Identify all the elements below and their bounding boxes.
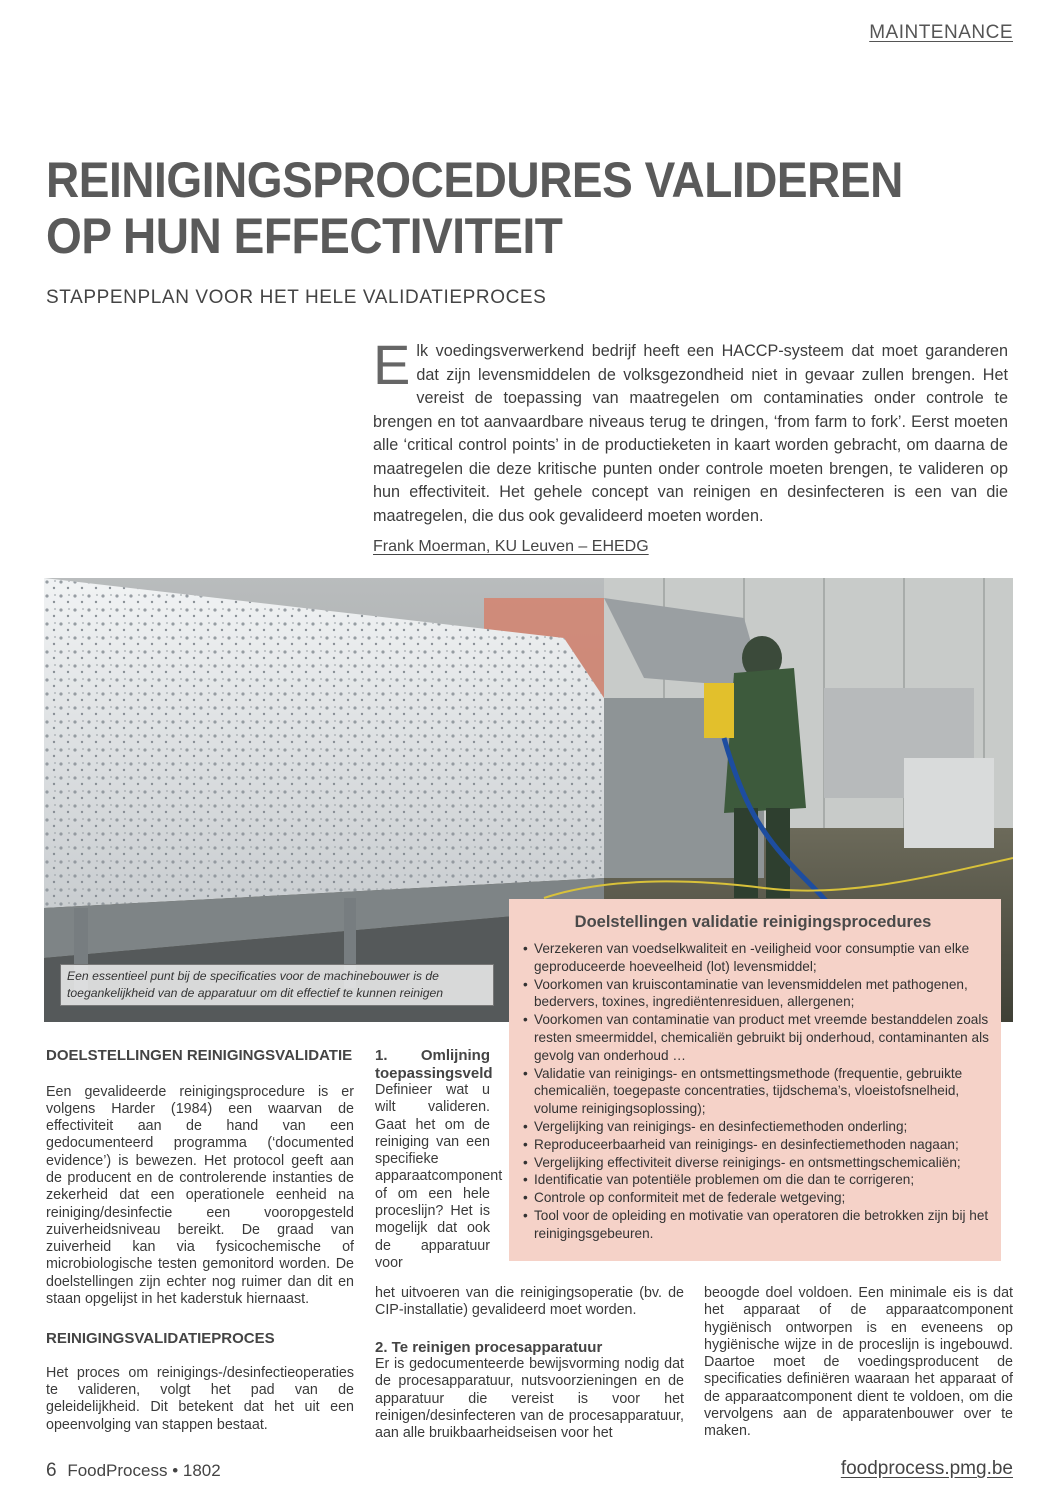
list-item: • Reproduceerbaarheid van reinigings- en desinfectiemethoden nagaan; <box>517 1136 989 1154</box>
list-item: • Verzekeren van voedselkwaliteit en -veiligheid voor consumptie van elke geproduceerde hoeveelheid (lot) levensmiddel; <box>517 940 989 976</box>
objectives-list <box>517 940 989 1243</box>
step-heading: 1. Omlijning toepassingsveld <box>375 1047 493 1082</box>
box-title: Doelstellingen validatie reinigingsprocedures <box>574 913 932 931</box>
list-item: • Identificatie van potentiële problemen om die dan te corrigeren; <box>517 1171 989 1189</box>
list-item: • Vergelijking effectiviteit diverse reinigings- en ontsmettingschemicaliën; <box>517 1154 989 1172</box>
photo-caption: Een essentieel punt bij de specificaties voor de machinebouwer is de toegankelijkheid van de apparatuur om dit effectief te kunnen reinigen <box>60 964 494 1006</box>
paragraph: Er is gedocumenteerde bewijsvorming nodig dat de procesapparatuur, nutsvoorzieningen en de apparatuur die vereist is voor het reinigen/desinfecteren van de procesapparatuur, aan alle bruikbaarheidseisen voor het <box>375 1356 684 1442</box>
step-heading: 2. Te reinigen procesapparatuur <box>375 1338 603 1356</box>
column-2 <box>375 1285 684 1443</box>
publication-name: FoodProcess • 1802 <box>67 1461 221 1480</box>
column-2-narrow <box>375 1047 503 1272</box>
paragraph: Definieer wat u wilt valideren. Gaat het om de reiniging van een specifieke apparaatcomponent of om een hele proceslijn? Het is mogelijk dat ook de apparatuur voor <box>375 1082 503 1271</box>
column-1 <box>46 1047 354 1434</box>
column-3 <box>704 1285 1013 1441</box>
author-byline: Frank Moerman, KU Leuven – EHEDG <box>373 538 649 555</box>
paragraph: Het proces om reinigings-/desinfectieoperaties te valideren, volgt het pad van de geleidelijkheid. Dit betekent dat het uit een opeenvolging van stappen bestaat. <box>46 1364 354 1433</box>
footer-website-link[interactable]: foodprocess.pmg.be <box>840 1458 1013 1479</box>
article-subtitle: STAPPENPLAN VOOR HET HELE VALIDATIEPROCES <box>46 287 547 308</box>
list-item: • Tool voor de opleiding en motivatie van operatoren die betrokken zijn bij het reinigingsgebeuren. <box>517 1207 989 1243</box>
intro-paragraph <box>373 333 1008 528</box>
list-item: • Voorkomen van kruiscontaminatie van levensmiddelen met pathogenen, bedervers, toxines, ingrediëntenresiduen, allergenen; <box>517 976 989 1012</box>
section-label: MAINTENANCE <box>869 22 1013 43</box>
paragraph: het uitvoeren van die reinigingsoperatie (bv. de CIP-installatie) gevalideerd moet worden. <box>375 1285 684 1319</box>
footer-publication <box>46 1460 221 1482</box>
objectives-box <box>509 899 1001 1261</box>
article-title <box>46 152 929 264</box>
title-line-1: REINIGINGSPROCEDURES VALIDEREN <box>46 152 903 208</box>
list-item: • Controle op conformiteit met de federale wetgeving; <box>517 1189 989 1207</box>
list-item: • Validatie van reinigings- en ontsmettingsmethode (frequentie, gebruikte chemicaliën, toegepaste concentraties, tijdschema’s, vloeistofsnelheid, volume reinigingsoplossing); <box>517 1065 989 1118</box>
paragraph: beoogde doel voldoen. Een minimale eis is dat het apparaat of de apparaatcomponent hygiënisch ontworpen is en eveneens op hygiënische wijze in de proceslijn is ingebouwd. Daartoe moet de voedingsproducent de specificaties definiëren waaraan het apparaat of de apparaatcomponent dient te voldoen, om die vervolgens aan de apparatenbouwer over te maken. <box>704 1285 1013 1440</box>
title-line-2: OP HUN EFFECTIVITEIT <box>46 208 563 264</box>
paragraph: Een gevalideerde reinigingsprocedure is er volgens Harder (1984) een waarvan de effectiviteit aan de hand van een gedocumenteerd programma (‘documented evidence’) is bewezen. Het protocol geeft aan de producent en de controlerende instanties de zekerheid dat een operationele eenheid na reiniging/desinfectie een vooropgesteld zuiverheidsniveau bereikt. De graad van zuiverheid kan via fysicochemische of microbiologische testen gemonitord worden. De doelstellingen zijn echter nog ruimer dan dit en staan opgelijst in het kaderstuk hiernaast. <box>46 1083 354 1308</box>
intro-text: lk voedingsverwerkend bedrijf heeft een HACCP-systeem dat moet garanderen dat zijn levensmiddelen de volksgezondheid niet in gevaar zullen brengen. Het vereist de toepassing van maatregelen om contaminaties onder controle te brengen en tot aanvaardbare niveaus terug te dringen, ‘from farm to fork’. Eerst moeten alle ‘critical control points’ in de productieketen in kaart worden gebracht, om daarna de maatregelen die deze kritische punten onder controle moeten brengen, te valideren op hun effectiviteit. Het gehele concept van reinigen en desinfecteren is een van die maatregelen, die dus ook gevalideerd moeten worden. <box>373 342 1008 525</box>
section-heading: REINIGINGSVALIDATIEPROCES <box>46 1330 275 1348</box>
list-item: • Vergelijking van reinigings- en desinfectiemethoden onderling; <box>517 1118 989 1136</box>
list-item: • Voorkomen van contaminatie van product met vreemde bestanddelen zoals resten smeermiddel, chemicaliën gebruikt bij onderhoud, contaminanten als gevolg van onderhoud … <box>517 1011 989 1064</box>
section-heading: DOELSTELLINGEN REINIGINGSVALIDATIE <box>46 1047 353 1064</box>
drop-cap: E <box>373 333 411 396</box>
page-number: 6 <box>46 1460 57 1481</box>
